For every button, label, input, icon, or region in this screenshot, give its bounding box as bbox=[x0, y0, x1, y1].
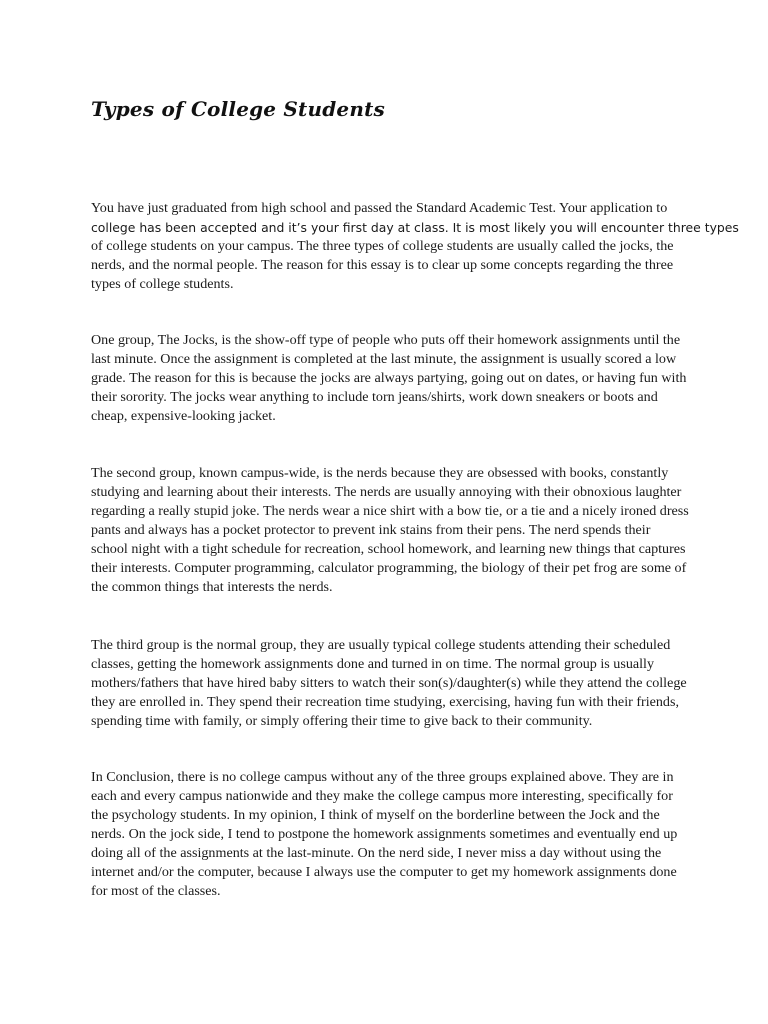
paragraph-jocks bbox=[91, 331, 687, 426]
text-line: of college students on your campus. The three types of college students are usually called the jocks, the bbox=[91, 238, 674, 254]
text-line: One group, The Jocks, is the show-off type of people who puts off their homework assignments until the bbox=[91, 332, 681, 348]
text-line: studying and learning about their interests. The nerds are usually annoying with their obnoxious laughter bbox=[91, 484, 682, 500]
text-line: the common things that interests the nerds. bbox=[91, 579, 333, 595]
text-line: doing all of the assignments at the last-minute. On the nerd side, I never miss a day without using the bbox=[91, 845, 662, 861]
text-line: mothers/fathers that have hired baby sitters to watch their son(s)/daughter(s) while they attend the college bbox=[91, 675, 687, 691]
text-line: for most of the classes. bbox=[91, 883, 221, 899]
text-line: The second group, known campus-wide, is the nerds because they are obsessed with books, constantly bbox=[91, 465, 669, 481]
text-line: The third group is the normal group, they are usually typical college students attending their scheduled bbox=[91, 637, 671, 653]
text-line: In Conclusion, there is no college campus without any of the three groups explained above. They are in bbox=[91, 769, 674, 785]
text-line: grade. The reason for this is because the jocks are always partying, going out on dates, or having fun with bbox=[91, 370, 687, 386]
text-line: nerds. On the jock side, I tend to postpone the homework assignments sometimes and eventually end up bbox=[91, 826, 678, 842]
text-line: types of college students. bbox=[91, 276, 234, 292]
text-line: the psychology students. In my opinion, I think of myself on the borderline between the Jock and the bbox=[91, 807, 660, 823]
document-title: Types of College Students bbox=[91, 97, 385, 121]
text-line: their sorority. The jocks wear anything to include torn jeans/shirts, work down sneakers or boots and bbox=[91, 389, 658, 405]
text-line: internet and/or the computer, because I always use the computer to get my homework assignments done bbox=[91, 864, 677, 880]
text-line: spending time with family, or simply offering their time to give back to their community. bbox=[91, 713, 593, 729]
paragraph-nerds bbox=[91, 464, 687, 597]
text-line: school night with a tight schedule for recreation, school homework, and learning new things that captures bbox=[91, 541, 686, 557]
text-line: pants and always has a pocket protector to prevent ink stains from their pens. The nerd spends their bbox=[91, 522, 651, 538]
paragraph-intro bbox=[91, 199, 739, 294]
text-line: college has been accepted and it’s your first day at class. It is most likely you will encounter three types bbox=[91, 220, 739, 235]
paragraph-normal bbox=[91, 636, 687, 731]
text-line: regarding a really stupid joke. The nerds wear a nice shirt with a bow tie, or a tie and a nicely ironed dress bbox=[91, 503, 689, 519]
text-line: You have just graduated from high school and passed the Standard Academic Test. Your application to bbox=[91, 200, 668, 216]
text-line: their interests. Computer programming, calculator programming, the biology of their pet frog are some of bbox=[91, 560, 687, 576]
text-line: last minute. Once the assignment is completed at the last minute, the assignment is usually scored a low bbox=[91, 351, 677, 367]
text-line: they are enrolled in. They spend their recreation time studying, exercising, having fun with their friends, bbox=[91, 694, 679, 710]
text-line: each and every campus nationwide and they make the college campus more interesting, specifically for bbox=[91, 788, 673, 804]
text-line: cheap, expensive-looking jacket. bbox=[91, 408, 276, 424]
paragraph-conclusion bbox=[91, 768, 687, 901]
text-line: nerds, and the normal people. The reason for this essay is to clear up some concepts regarding the three bbox=[91, 257, 674, 273]
text-line: classes, getting the homework assignments done and turned in on time. The normal group is usually bbox=[91, 656, 654, 672]
